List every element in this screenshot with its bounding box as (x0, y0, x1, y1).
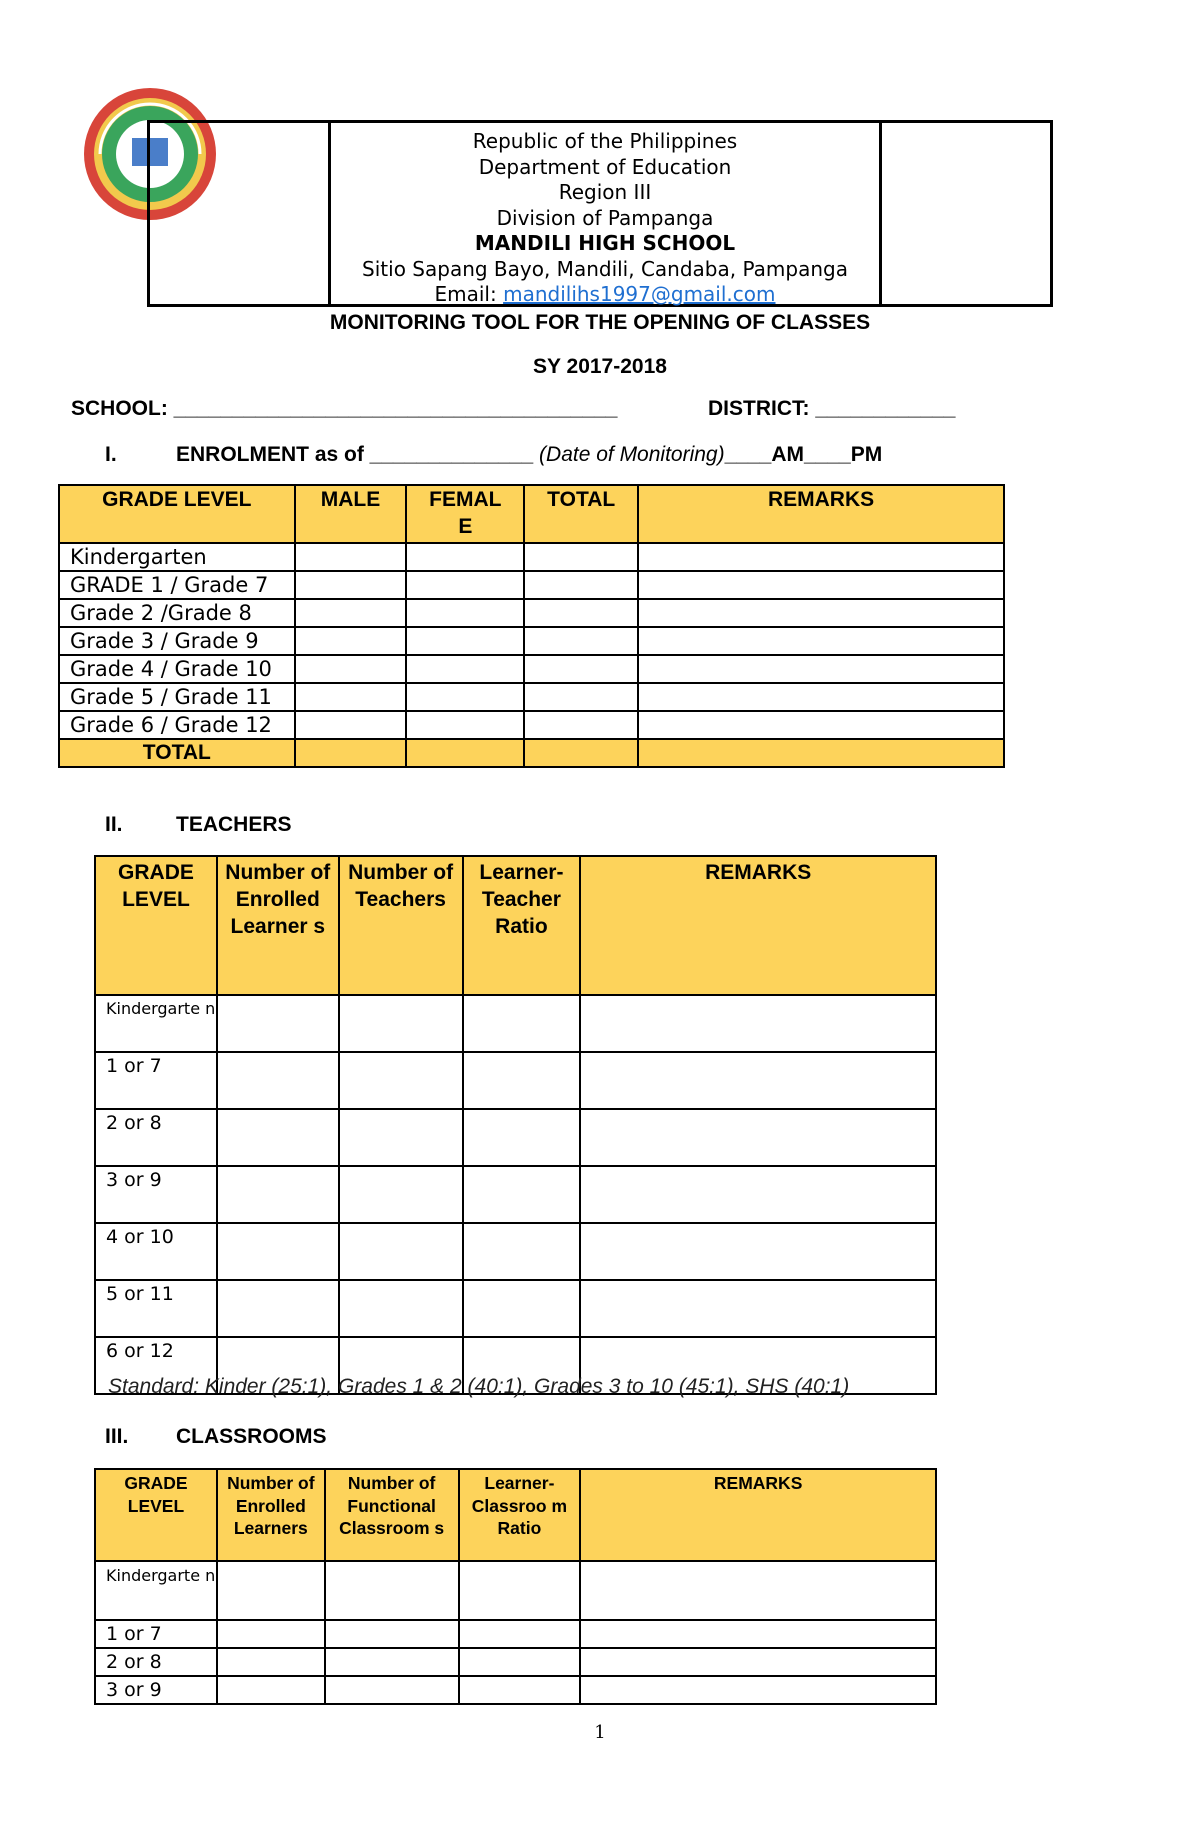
grade-label: 3 or 9 (95, 1676, 217, 1704)
header-line-deped: Department of Education (478, 154, 732, 179)
grade-label: 4 or 10 (95, 1223, 217, 1280)
col-enrolled-learners: Number of Enrolled Learner s (217, 856, 339, 995)
table-row (95, 1052, 936, 1109)
col-remarks: REMARKS (580, 856, 936, 995)
enrolment-table (58, 484, 1005, 768)
grade-label: 3 or 9 (95, 1166, 217, 1223)
total-row (59, 739, 1004, 767)
table-row (95, 1109, 936, 1166)
section-3-label: CLASSROOMS (176, 1425, 327, 1448)
col-grade-level: GRADE LEVEL (59, 485, 295, 543)
section-3-number: III. (105, 1425, 129, 1448)
grade-label: GRADE 1 / Grade 7 (59, 571, 295, 599)
grade-label: 5 or 11 (95, 1280, 217, 1337)
document-title: MONITORING TOOL FOR THE OPENING OF CLASSES (329, 311, 871, 334)
email-link[interactable]: mandilihs1997@gmail.com (503, 282, 776, 306)
table-row (95, 1648, 936, 1676)
email-label: Email: (434, 282, 504, 306)
table-row (59, 627, 1004, 655)
col-remarks: REMARKS (580, 1469, 936, 1561)
col-number-of-teachers: Number of Teachers (339, 856, 463, 995)
col-enrolled-learners: Number of Enrolled Learners (217, 1469, 325, 1561)
grade-label: Grade 2 /Grade 8 (59, 599, 295, 627)
table-row (95, 1561, 936, 1620)
table-row (95, 1620, 936, 1648)
col-learner-teacher-ratio: Learner-Teacher Ratio (463, 856, 581, 995)
grade-label: 6 or 12 (95, 1337, 217, 1394)
grade-label: Grade 4 / Grade 10 (59, 655, 295, 683)
school-address: Sitio Sapang Bayo, Mandili, Candaba, Pampanga (362, 256, 848, 281)
section-2-number: II. (105, 813, 123, 836)
col-functional-classrooms: Number of Functional Classroom s (325, 1469, 459, 1561)
school-name: MANDILI HIGH SCHOOL (474, 231, 736, 255)
col-grade-level: GRADE LEVEL (95, 856, 217, 995)
table-row (95, 995, 936, 1052)
table-row (95, 1223, 936, 1280)
table-row (59, 543, 1004, 571)
table-row (59, 711, 1004, 739)
table-row (59, 599, 1004, 627)
section-1-ampm: ____AM____PM (724, 443, 883, 466)
header-line-republic: Republic of the Philippines (472, 129, 738, 153)
school-email-line (331, 282, 879, 308)
col-grade-level: GRADE LEVEL (95, 1469, 217, 1561)
school-year: SY 2017-2018 (533, 355, 667, 378)
grade-label: 1 or 7 (95, 1052, 217, 1109)
col-male: MALE (295, 485, 407, 543)
grade-label: Grade 3 / Grade 9 (59, 627, 295, 655)
section-1-heading (176, 443, 882, 467)
ratio-standard-note: Standard: Kinder (25:1), Grades 1 & 2 (40:1), Grades 3 to 10 (45:1), SHS (40:1) (108, 1375, 850, 1398)
table-row (59, 571, 1004, 599)
total-label: TOTAL (59, 739, 295, 767)
section-2-label: TEACHERS (176, 813, 292, 836)
letterhead-box (147, 120, 1053, 307)
classrooms-table (94, 1468, 937, 1705)
grade-label: 2 or 8 (95, 1109, 217, 1166)
table-row (95, 1166, 936, 1223)
col-total: TOTAL (524, 485, 638, 543)
table-row (59, 655, 1004, 683)
header-line-division: Division of Pampanga (496, 205, 714, 230)
col-remarks: REMARKS (638, 485, 1004, 543)
grade-label: Kindergarte n (95, 1561, 217, 1620)
table-row (59, 683, 1004, 711)
table-row (95, 1676, 936, 1704)
col-female: FEMAL E (406, 485, 524, 543)
grade-label: 2 or 8 (95, 1648, 217, 1676)
letterhead-text (331, 129, 879, 308)
grade-label: Grade 6 / Grade 12 (59, 711, 295, 739)
district-field: DISTRICT: ____________ (708, 397, 956, 420)
section-1-number: I. (105, 443, 117, 466)
page-number: 1 (594, 1722, 606, 1743)
grade-label: 1 or 7 (95, 1620, 217, 1648)
table-row (95, 1280, 936, 1337)
header-line-region: Region III (558, 180, 652, 204)
grade-label: Kindergarten (59, 543, 295, 571)
section-1-date-hint: (Date of Monitoring) (539, 443, 725, 466)
grade-label: Grade 5 / Grade 11 (59, 683, 295, 711)
grade-label: Kindergarte n (95, 995, 217, 1052)
section-1-label: ENROLMENT as of ______________ (176, 443, 534, 466)
col-learner-classroom-ratio: Learner-Classroo m Ratio (459, 1469, 581, 1561)
teachers-table (94, 855, 937, 1395)
school-field: SCHOOL: ______________________________________ (71, 397, 618, 420)
